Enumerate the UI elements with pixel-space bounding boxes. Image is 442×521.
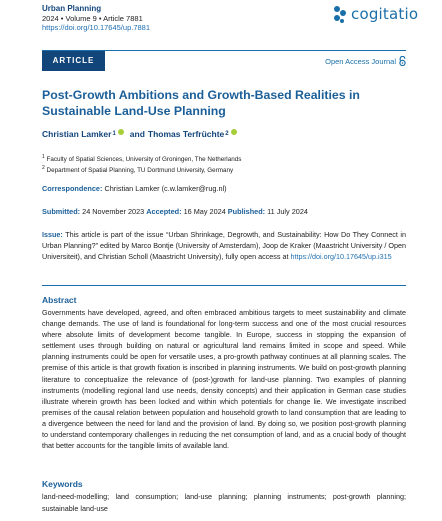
journal-name: Urban Planning: [42, 4, 102, 13]
correspondence-label: Correspondence:: [42, 184, 103, 193]
affiliation-text: Department of Spatial Planning, TU Dortmund University, Germany: [46, 167, 234, 175]
keywords-list: land-need-modelling; land consumption; land-use planning; planning instruments; post-growth planning; sustainable land-use: [42, 492, 406, 513]
brand[interactable]: [332, 4, 418, 24]
affiliation-ref: 1: [112, 131, 116, 137]
affiliation-item: [42, 164, 241, 175]
authors: [42, 129, 240, 139]
issue-note: [42, 229, 406, 262]
article-doi-link[interactable]: https://doi.org/10.17645/up.7881: [42, 23, 151, 32]
affiliation-item: [42, 153, 241, 164]
accepted-date: 16 May 2024: [183, 207, 226, 216]
abstract-heading: Abstract: [42, 295, 77, 305]
journal-info: [42, 4, 150, 33]
open-lock-icon: [399, 56, 406, 66]
open-access-label: [325, 56, 406, 66]
authors-conjunction: and: [129, 129, 145, 139]
article-type-badge: ARTICLE: [42, 51, 105, 71]
issue-text: This article is part of the issue “Urban Shrinkage, Degrowth, and Sustainability: How Do They Connect in Urban Planning?” edited by Marco Bontje (University of Amsterdam), Joop de Kraker (Maastricht University / Open Universiteit), and Christian Scholl (Maastricht University), fully open access at: [42, 230, 406, 261]
correspondence: [42, 184, 227, 193]
issue-link[interactable]: https://doi.org/10.17645/up.i315: [290, 252, 392, 261]
published-label: Published:: [227, 207, 266, 216]
abstract-body: Governments have developed, agreed, and often embraced ambitious targets to meet sustainability and climate change demands. The use of land is foundational for long-term success and one of the most crucial resources where absolute limits of development become tangible. In Europe, success in stopping the expansion of settlement uses through building on natural or agricultural land remains limited in scope and speed. While planning instruments could be open for versatile uses, a pro-growth pathway continues at all planning scales. The premise of this article is that growth fixation is inscribed in planning instruments. We build on post-growth planning literature to conceptualize the relevance of (post-)growth for land-use planning. Two examples of planning instruments (modelling regional land use needs, density concepts) and their application in German case studies illustrate wherein growth has been locked and within which potentials for change lie. We investigate inscribed premises of the causal relation between population and household growth to land consumption that are leading to a divergence between the need for land and the provision of land. By doing so, we position post-growth planning to understand contemporary challenges in reducing the net consumption of land, and as a crucial body of thought that better accounts for the tangible limits of available land.: [42, 308, 406, 451]
issue-label: Issue:: [42, 230, 63, 239]
correspondence-text: Christian Lamker (c.w.lamker@rug.nl): [104, 184, 227, 193]
journal-meta: 2024 • Volume 9 • Article 7881: [42, 13, 143, 23]
affiliation-number: 1: [42, 154, 45, 160]
submitted-date: 24 November 2023: [82, 207, 145, 216]
brand-name: cogitatio: [351, 5, 419, 23]
submitted-label: Submitted:: [42, 207, 81, 216]
article-title: Post-Growth Ambitions and Growth-Based Realities in Sustainable Land-Use Planning: [42, 88, 360, 118]
keywords-heading: Keywords: [42, 479, 83, 489]
orcid-icon[interactable]: [118, 129, 124, 135]
section-divider: [42, 285, 406, 286]
open-access-text: Open Access Journal: [325, 56, 396, 66]
publication-dates: [42, 207, 308, 216]
accepted-label: Accepted:: [146, 207, 182, 216]
affiliation-ref: 2: [225, 131, 229, 137]
author-name[interactable]: Thomas Terfrüchte: [147, 129, 225, 139]
author-name[interactable]: Christian Lamker: [42, 129, 112, 139]
affiliation-number: 2: [42, 165, 45, 172]
affiliations: [42, 153, 241, 175]
affiliation-text: Faculty of Spatial Sciences, University of Groningen, The Netherlands: [46, 156, 242, 164]
published-date: 11 July 2024: [267, 207, 308, 216]
orcid-icon[interactable]: [231, 129, 237, 135]
cogitatio-logo-icon: [332, 4, 348, 24]
